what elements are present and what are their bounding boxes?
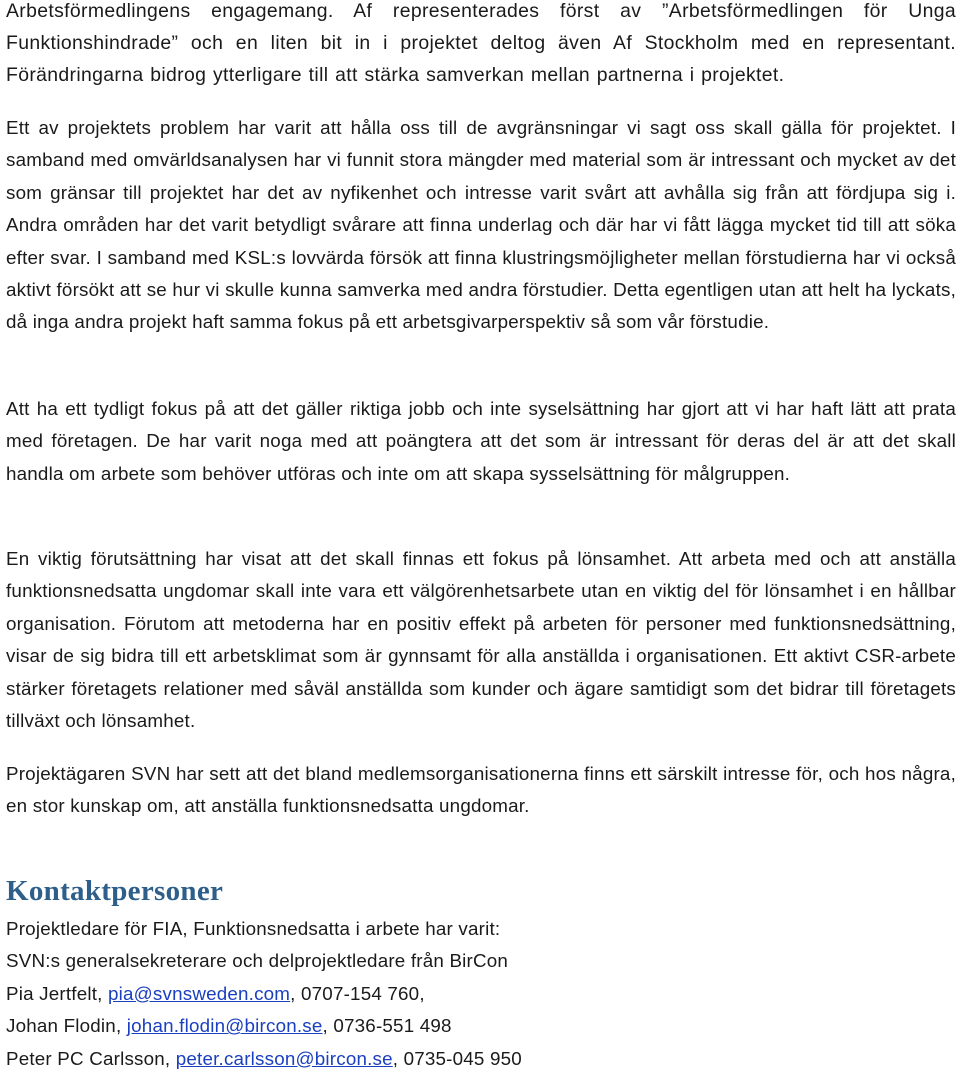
paragraph-clear-focus: Att ha ett tydligt fokus på att det gäller riktiga jobb och inte syselsättning har gjort att vi har haft lätt att prata med företagen. De har varit noga med att poängtera att det som är intressant för deras del är att det skall handla om arbete som behöver utföras och inte om att skapa sysselsättning för målgruppen. [6,398,956,484]
section-heading-contacts: Kontaktpersoner [6,875,224,907]
contact-row [6,978,956,1010]
contact-name: Johan Flodin, [6,1015,127,1037]
contact-email-link[interactable]: johan.flodin@bircon.se [126,1015,323,1037]
contact-row [6,1010,956,1042]
paragraph-project-problems: Ett av projektets problem har varit att hålla oss till de avgränsningar vi sagt oss skall gälla för projektet. I samband med omvärldsanalysen har vi funnit stora mängder med material som är intressant och mycket av det som gränsar till projektet har det av nyfikenhet och intresse varit svårt att avhålla sig från att fördjupa sig i. Andra områden har det varit betydligt svårare att finna underlag och där har vi fått lägga mycket tid till att söka efter svar. I samband med KSL:s lovvärda försök att finna klustringsmöjligheter mellan förstudierna har vi också aktivt försökt att se hur vi skulle kunna samverka med andra förstudier. Detta egentligen utan att helt ha lyckats, då inga andra projekt haft samma fokus på ett arbetsgivarperspektiv så som vår förstudie. [6,117,956,333]
contact-row [6,1043,956,1075]
contact-name: Pia Jertfelt, [6,982,108,1004]
contacts-list [6,913,956,1075]
contact-name: Peter PC Carlsson, [6,1047,176,1069]
contact-phone: , 0736-551 498 [322,1015,452,1037]
contact-phone: , 0707-154 760, [290,982,425,1004]
contact-email-link[interactable]: peter.carlsson@bircon.se [175,1047,393,1069]
contact-phone: , 0735-045 950 [392,1047,522,1069]
paragraph-af-engagement: Arbetsförmedlingens engagemang. Af representerades först av ”Arbetsförmedlingen för Unga Funktionshindrade” och en liten bit in i projektet deltog även Af Stockholm med en representant. Förändringarna bidrog ytterligare till att stärka samverkan mellan partnerna i projektet. [6,0,956,86]
paragraph-project-owner: Projektägaren SVN har sett att det bland medlemsorganisationerna finns ett särskilt intresse för, och hos några, en stor kunskap om, att anställa funktionsnedsatta ungdomar. [6,763,956,817]
contacts-subtitle-line: SVN:s generalsekreterare och delprojektledare från BirCon [6,950,509,972]
contact-email-link[interactable]: pia@svnsweden.com [107,982,291,1004]
paragraph-profitability: En viktig förutsättning har visat att det skall finnas ett fokus på lönsamhet. Att arbeta med och att anställa funktionsnedsatta ungdomar skall inte vara ett välgörenhetsarbete utan en viktig del för lönsamhet i en hållbar organisation. Förutom att metoderna har en positiv effekt på arbeten för personer med funktionsnedsättning, visar de sig bidra till ett arbetsklimat som är gynnsamt för alla anställda i organisationen. Ett aktivt CSR-arbete stärker företagets relationer med såväl anställda som kunder och ägare samtidigt som det bidrar till företagets tillväxt och lönsamhet. [6,548,956,732]
contacts-intro-line: Projektledare för FIA, Funktionsnedsatta i arbete har varit: [6,918,501,939]
